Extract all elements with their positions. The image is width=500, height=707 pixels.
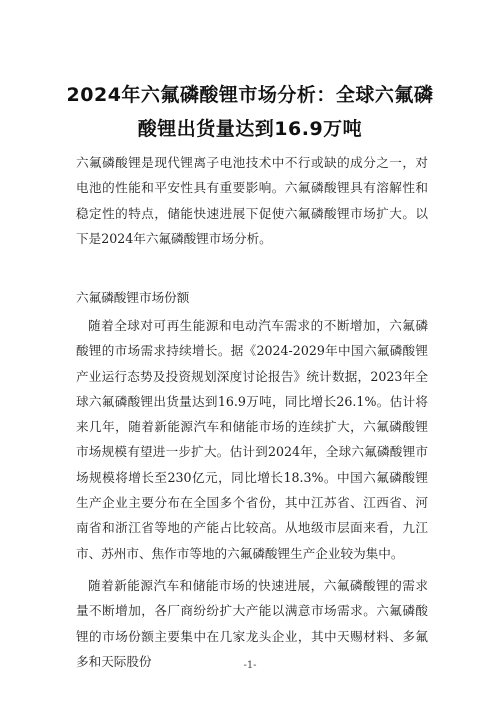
page-number: -1- [243,660,257,671]
document-title: 2024年六氟磷酸锂市场分析：全球六氟磷酸锂出货量达到16.9万吨 [66,84,434,140]
section-heading: 六氟磷酸锂市场份额 [76,290,190,305]
body-paragraph-1: 随着全球对可再生能源和电动汽车需求的不断增加，六氟磷酸锂的市场需求持续增长。据《2024-2029年中国六氟磷酸锂产业运行态势及投资规划深度讨论报告》统计数据，2023年全球六氟磷酸锂出货量达到16.9万吨，同比增长26.1%。估计将来几年，随着新能源汽车和储能市场的连续扩大，六氟磷酸锂市场规模有望进一步扩大。估计到2024年，全球六氟磷酸锂市场规模将增长至230亿元，同比增长18.3%。中国六氟磷酸锂生产企业主要分布在全国多个省份，其中江苏省、江西省、河南省和浙江省等地的产能占比较高。从地级市层面来看，九江市、苏州市、焦作市等地的六氟磷酸锂生产企业较为集中。 [76,318,428,561]
body-paragraph-2: 随着新能源汽车和储能市场的快速进展，六氟磷酸锂的需求量不断增加，各厂商纷纷扩大产能以满意市场需求。六氟磷酸锂的市场份额主要集中在几家龙头企业，其中天赐材料、多氟多和天际股份 [76,578,428,669]
intro-paragraph: 六氟磷酸锂是现代锂离子电池技术中不行或缺的成分之一，对电池的性能和平安性具有重要影响。六氟磷酸锂具有溶解性和稳定性的特点，储能快速进展下促使六氟磷酸锂市场扩大。以下是2024年六氟磷酸锂市场分析。 [76,155,428,246]
